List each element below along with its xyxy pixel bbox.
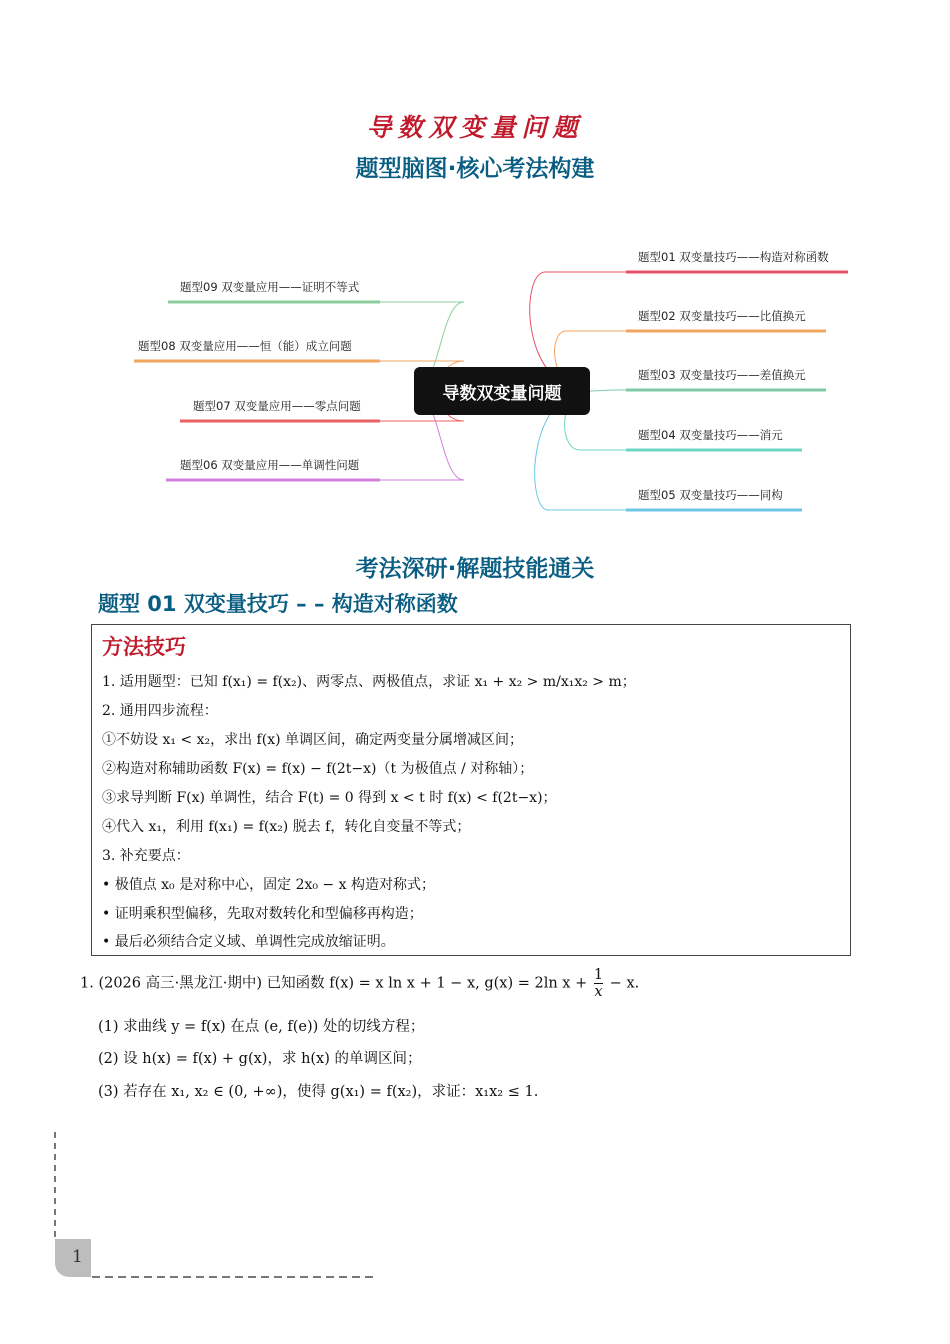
- fraction-denominator: x: [594, 983, 603, 1000]
- mindmap-center-node: 导数双变量问题: [414, 367, 590, 415]
- method-line: ③求导判断 F(x) 单调性，结合 F(t) = 0 得到 x < t 时 f(x) < f(2t−x)；: [102, 790, 557, 806]
- method-title: 方法技巧: [102, 634, 186, 659]
- page-number: 1: [72, 1247, 83, 1267]
- mindmap-item-04: 题型04 双变量技巧——消元: [638, 428, 783, 442]
- mindmap-section-title: 题型脑图·核心考法构建: [355, 156, 595, 182]
- mindmap-item-05: 题型05 双变量技巧——同构: [638, 488, 783, 502]
- question-part-2: (2) 设 h(x) = f(x) + g(x)，求 h(x) 的单调区间；: [98, 1051, 422, 1067]
- method-line: 1. 适用题型：已知 f(x₁) = f(x₂)、两零点、两极值点，求证 x₁ + x₂ > m/x₁x₂ > m；: [102, 674, 636, 690]
- mindmap-item-07: 题型07 双变量应用——零点问题: [193, 399, 361, 413]
- method-line: • 证明乘积型偏移，先取对数转化和型偏移再构造；: [102, 906, 423, 922]
- type-heading: 题型 01 双变量技巧 – – 构造对称函数: [98, 592, 458, 616]
- mindmap-item-08: 题型08 双变量应用——恒（能）成立问题: [138, 339, 352, 353]
- mindmap-item-03: 题型03 双变量技巧——差值换元: [638, 368, 806, 382]
- study-section-title: 考法深研·解题技能通关: [355, 556, 595, 582]
- question-stem-tail: − x.: [605, 975, 640, 992]
- question-part-1: (1) 求曲线 y = f(x) 在点 (e, f(e)) 处的切线方程；: [98, 1019, 425, 1035]
- method-line: 3. 补充要点：: [102, 848, 190, 864]
- mindmap-item-06: 题型06 双变量应用——单调性问题: [180, 458, 360, 472]
- method-line: • 最后必须结合定义域、单调性完成放缩证明。: [102, 934, 395, 950]
- mindmap-item-09: 题型09 双变量应用——证明不等式: [180, 280, 360, 294]
- question-stem-text: 1. (2026 高三·黑龙江·期中) 已知函数 f(x) = x ln x + 1 − x, g(x) = 2ln x +: [80, 975, 592, 992]
- mindmap-item-02: 题型02 双变量技巧——比值换元: [638, 309, 806, 323]
- method-line: • 极值点 x₀ 是对称中心，固定 2x₀ − x 构造对称式；: [102, 877, 435, 893]
- method-line: ②构造对称辅助函数 F(x) = f(x) − f(2t−x)（t 为极值点 / 对称轴）；: [102, 761, 534, 777]
- method-line: ④代入 x₁，利用 f(x₁) = f(x₂) 脱去 f，转化自变量不等式；: [102, 819, 471, 835]
- mindmap-item-01: 题型01 双变量技巧——构造对称函数: [638, 250, 829, 264]
- page-title: 导数双变量问题: [366, 113, 584, 142]
- question-part-3: (3) 若存在 x₁, x₂ ∈ (0, +∞)，使得 g(x₁) = f(x₂)，求证：x₁x₂ ≤ 1.: [98, 1084, 539, 1100]
- fraction-numerator: 1: [593, 967, 604, 983]
- method-line: 2. 通用四步流程：: [102, 703, 218, 719]
- method-line: ①不妨设 x₁ < x₂，求出 f(x) 单调区间，确定两变量分属增减区间；: [102, 732, 523, 748]
